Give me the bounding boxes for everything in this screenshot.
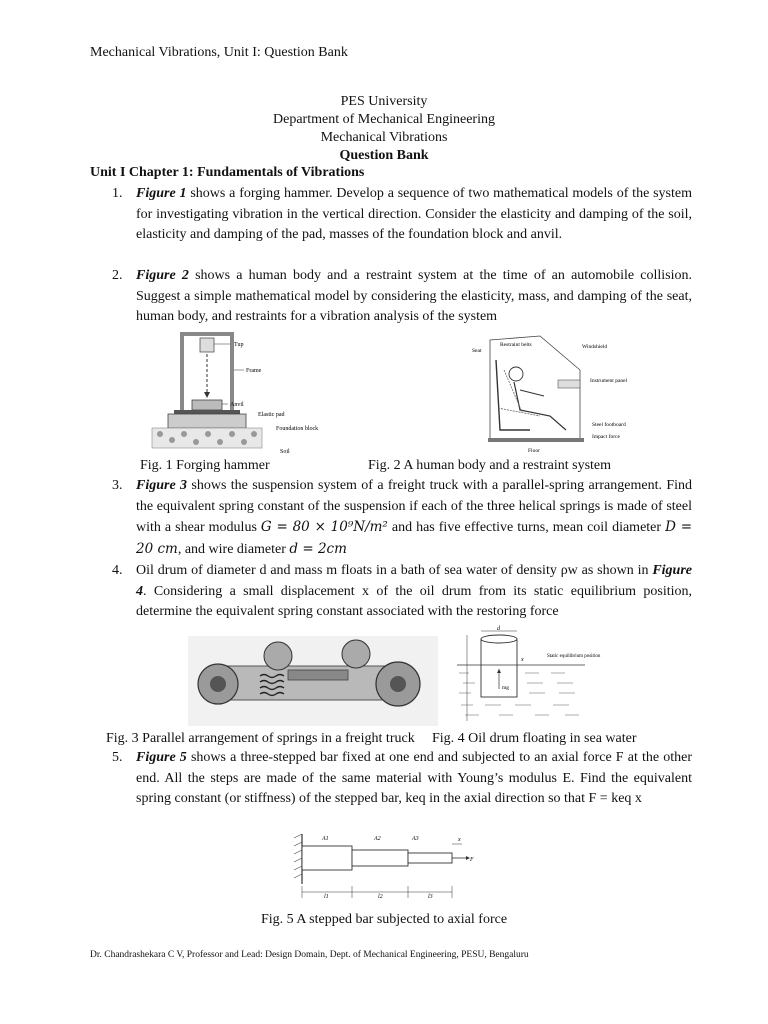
figure-ref: Figure 2 [136, 268, 189, 283]
label-soil: Soil [280, 449, 290, 455]
figure-1-forging-hammer [148, 330, 348, 456]
question-number: 3. [112, 478, 123, 493]
label-steel-footboard: Steel footboard [592, 422, 626, 428]
label-frame: Frame [246, 368, 262, 374]
figure-ref: Figure 5 [136, 750, 187, 765]
shear-modulus: G = 80 × 10⁹N/m² [260, 519, 388, 535]
question-body: shows the suspension system of a freight truck with a parallel-spring arrangement. Find the equivalent spring constant of the suspension if each of the three helical springs is made of steel with a shear modulus [136, 478, 692, 535]
question-text [136, 184, 692, 246]
figure-4-caption: Fig. 4 Oil drum floating in sea water [432, 731, 637, 746]
page-footer: Dr. Chandrashekara C V, Professor and Lead: Design Domain, Dept. of Mechanical Engineering, PESU, Bengaluru [90, 950, 529, 960]
figure-ref: Figure 4 [136, 563, 692, 599]
question-number: 2. [112, 268, 123, 283]
question-text [136, 748, 692, 810]
coil-diameter: D = 20 cm [136, 519, 693, 557]
label-impact-force: Impact force [592, 434, 620, 440]
label-floor: Floor [528, 448, 540, 454]
label-d: d [497, 626, 500, 632]
question-body-3: , and wire diameter [177, 541, 286, 557]
label-l1: l1 [324, 894, 329, 900]
question-number: 4. [112, 563, 123, 578]
label-x: x [521, 657, 524, 663]
figure-5-stepped-bar [290, 828, 480, 908]
label-restraint-belts: Restraint belts [500, 342, 532, 348]
label-static-equilibrium: Static equilibrium position [547, 654, 601, 659]
figure-3-caption: Fig. 3 Parallel arrangement of springs in a freight truck [106, 731, 415, 746]
label-anvil: Anvil [230, 402, 244, 408]
label-a3: A3 [412, 836, 419, 842]
figure-3-freight-truck [188, 636, 438, 726]
figure-1-caption: Fig. 1 Forging hammer [140, 458, 270, 473]
question-number: 1. [112, 186, 123, 201]
question-text [136, 561, 692, 623]
question-body-2: and has five effective turns, mean coil diameter [391, 520, 662, 535]
label-l2: l2 [378, 894, 383, 900]
question-text [136, 476, 692, 560]
course-name: Mechanical Vibrations [320, 130, 448, 145]
doc-type: Question Bank [339, 148, 429, 163]
label-l3: l3 [428, 894, 433, 900]
figure-5-caption: Fig. 5 A stepped bar subjected to axial force [260, 912, 508, 927]
department-name: Department of Mechanical Engineering [273, 112, 495, 127]
running-header: Mechanical Vibrations, Unit I: Question Bank [90, 45, 348, 60]
label-a2: A2 [374, 836, 381, 842]
question-body: shows a human body and a restraint system at the time of an automobile collision. Suggest a simple mathematical model by considering the elasticity, mass, and damping of the seat, human body, and restraints for a vibration analysis of the system [136, 268, 692, 324]
university-name: PES University [340, 94, 428, 109]
question-body: shows a three-stepped bar fixed at one end and subjected to an axial force F at the other end. All the steps are made of the same material with Young’s modulus E. Find the equivalent spring constant (or stiffness) of the stepped bar, keq in the axial direction so that F = keq x [136, 750, 692, 806]
figure-4-oil-drum [455, 625, 601, 725]
question-body: shows a forging hammer. Develop a sequence of two mathematical models of the system for investigating vibration in the vertical direction. Consider the elasticity and damping of the soil, elasticity and damping of the pad, masses of the foundation block and anvil. [136, 186, 692, 242]
label-f: F [470, 857, 474, 863]
label-tup: Tup [234, 342, 244, 348]
question-number: 5. [112, 750, 123, 765]
figure-2-caption: Fig. 2 A human body and a restraint system [368, 458, 612, 473]
figure-ref: Figure 1 [136, 186, 187, 201]
label-elastic-pad: Elastic pad [258, 412, 285, 418]
question-body: Oil drum of diameter d and mass m floats in a bath of sea water of density ρw as shown in [136, 563, 649, 578]
question-text [136, 266, 692, 328]
label-foundation-block: Foundation block [276, 426, 319, 432]
label-mg: mg [502, 685, 510, 691]
wire-diameter: d = 2cm [289, 540, 347, 557]
label-windshield: Windshield [582, 344, 608, 350]
figure-ref: Figure 3 [136, 478, 188, 493]
label-x: x [458, 837, 461, 843]
label-seat: Seat [472, 348, 482, 354]
figure-2-restraint-system [470, 330, 640, 456]
label-instrument-panel: Instrument panel [590, 378, 628, 384]
chapter-heading: Unit I Chapter 1: Fundamentals of Vibrations [90, 165, 365, 180]
question-body-2: . Considering a small displacement x of the oil drum from its static equilibrium position, determine the equivalent spring constant associated with the restoring force [136, 583, 692, 619]
label-a1: A1 [322, 836, 329, 842]
